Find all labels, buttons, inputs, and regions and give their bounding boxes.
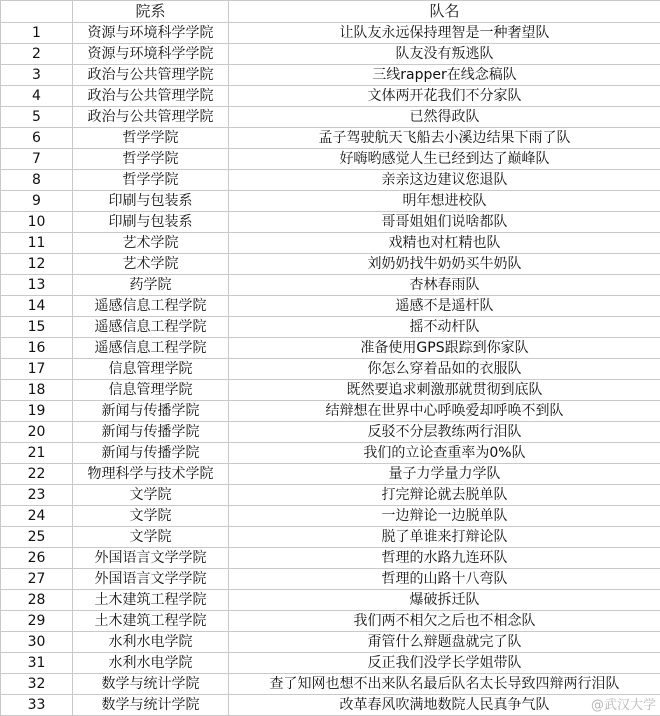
department-cell[interactable]: 新闻与传播学院 [73, 401, 229, 422]
header-dept[interactable]: 院系 [73, 1, 229, 23]
row-number-cell[interactable]: 25 [1, 527, 73, 548]
table-row [1, 233, 660, 254]
table-row [1, 632, 660, 653]
team-name-cell[interactable]: 你怎么穿着品如的衣服队 [229, 359, 660, 380]
row-number-cell[interactable]: 27 [1, 569, 73, 590]
department-cell[interactable]: 文学院 [73, 485, 229, 506]
header-num[interactable] [1, 1, 73, 23]
team-name-cell[interactable]: 摇不动杆队 [229, 317, 660, 338]
table-row [1, 65, 660, 86]
row-number-cell[interactable]: 10 [1, 212, 73, 233]
row-number-cell[interactable]: 29 [1, 611, 73, 632]
row-number-cell[interactable]: 11 [1, 233, 73, 254]
row-number-cell[interactable]: 23 [1, 485, 73, 506]
department-cell[interactable]: 信息管理学院 [73, 380, 229, 401]
table-row [1, 527, 660, 548]
department-cell[interactable]: 新闻与传播学院 [73, 422, 229, 443]
table-row [1, 590, 660, 611]
department-cell[interactable]: 哲学学院 [73, 149, 229, 170]
row-number-cell[interactable]: 19 [1, 401, 73, 422]
table-row [1, 485, 660, 506]
row-number-cell[interactable]: 18 [1, 380, 73, 401]
team-name-cell[interactable]: 杏林春雨队 [229, 275, 660, 296]
team-name-cell[interactable]: 查了知网也想不出来队名最后队名太长导致四辩两行泪队 [229, 674, 660, 695]
header-row [1, 1, 660, 23]
table-row [1, 86, 660, 107]
department-cell[interactable]: 哲学学院 [73, 128, 229, 149]
team-name-cell[interactable]: 让队友永远保持理智是一种奢望队 [229, 23, 660, 44]
table-row [1, 317, 660, 338]
table-row [1, 506, 660, 527]
row-number-cell[interactable]: 13 [1, 275, 73, 296]
department-cell[interactable]: 土木建筑工程学院 [73, 611, 229, 632]
department-cell[interactable]: 印刷与包装系 [73, 212, 229, 233]
team-name-cell[interactable]: 刘奶奶找牛奶奶买牛奶队 [229, 254, 660, 275]
row-number-cell[interactable]: 9 [1, 191, 73, 212]
team-name-cell[interactable]: 文体两开花我们不分家队 [229, 86, 660, 107]
department-cell[interactable]: 哲学学院 [73, 170, 229, 191]
department-cell[interactable]: 数学与统计学院 [73, 674, 229, 695]
table-row [1, 443, 660, 464]
table-row [1, 23, 660, 44]
department-cell[interactable]: 物理科学与技术学院 [73, 464, 229, 485]
team-name-cell[interactable]: 脱了单谁来打辩论队 [229, 527, 660, 548]
row-number-cell[interactable]: 2 [1, 44, 73, 65]
row-number-cell[interactable]: 26 [1, 548, 73, 569]
team-name-cell[interactable]: 队友没有叛逃队 [229, 44, 660, 65]
table-row [1, 128, 660, 149]
team-name-cell[interactable]: 爆破拆迁队 [229, 590, 660, 611]
row-number-cell[interactable]: 4 [1, 86, 73, 107]
row-number-cell[interactable]: 33 [1, 695, 73, 716]
table-row [1, 275, 660, 296]
table-row [1, 464, 660, 485]
team-name-cell[interactable]: 哲理的山路十八弯队 [229, 569, 660, 590]
department-cell[interactable]: 外国语言文学学院 [73, 569, 229, 590]
row-number-cell[interactable]: 3 [1, 65, 73, 86]
table-row [1, 548, 660, 569]
department-cell[interactable]: 外国语言文学学院 [73, 548, 229, 569]
row-number-cell[interactable]: 6 [1, 128, 73, 149]
team-name-cell[interactable]: 改革春风吹满地数院人民真争气队 [229, 695, 660, 716]
team-name-cell[interactable]: 亲亲这边建议您退队 [229, 170, 660, 191]
table-row [1, 611, 660, 632]
department-cell[interactable]: 政治与公共管理学院 [73, 65, 229, 86]
row-number-cell[interactable]: 15 [1, 317, 73, 338]
row-number-cell[interactable]: 1 [1, 23, 73, 44]
department-cell[interactable]: 资源与环境科学学院 [73, 23, 229, 44]
team-name-cell[interactable]: 既然要追求刺激那就贯彻到底队 [229, 380, 660, 401]
row-number-cell[interactable]: 8 [1, 170, 73, 191]
watermark: @武汉大学 [591, 694, 656, 713]
table-row [1, 338, 660, 359]
table-row [1, 296, 660, 317]
team-name-cell[interactable]: 反驳不分层教练两行泪队 [229, 422, 660, 443]
row-number-cell[interactable]: 12 [1, 254, 73, 275]
team-name-cell[interactable]: 三线rapper在线念稿队 [229, 65, 660, 86]
team-name-cell[interactable]: 我们的立论查重率为0%队 [229, 443, 660, 464]
department-cell[interactable]: 水利水电学院 [73, 632, 229, 653]
table-row [1, 107, 660, 128]
table-row [1, 674, 660, 695]
table-row [1, 380, 660, 401]
team-name-cell[interactable]: 遥感不是遥杆队 [229, 296, 660, 317]
department-cell[interactable]: 遥感信息工程学院 [73, 317, 229, 338]
department-cell[interactable]: 资源与环境科学学院 [73, 44, 229, 65]
department-cell[interactable]: 遥感信息工程学院 [73, 338, 229, 359]
department-cell[interactable]: 信息管理学院 [73, 359, 229, 380]
team-name-cell[interactable]: 打完辩论就去脱单队 [229, 485, 660, 506]
table-row [1, 149, 660, 170]
team-name-cell[interactable]: 结辩想在世界中心呼唤爱却呼唤不到队 [229, 401, 660, 422]
department-cell[interactable]: 遥感信息工程学院 [73, 296, 229, 317]
row-number-cell[interactable]: 28 [1, 590, 73, 611]
table-row [1, 653, 660, 674]
department-cell[interactable]: 印刷与包装系 [73, 191, 229, 212]
team-name-cell[interactable]: 明年想进校队 [229, 191, 660, 212]
table-row [1, 170, 660, 191]
team-name-cell[interactable]: 甭管什么辩题盘就完了队 [229, 632, 660, 653]
team-name-cell[interactable]: 已然得政队 [229, 107, 660, 128]
department-cell[interactable]: 数学与统计学院 [73, 695, 229, 716]
row-number-cell[interactable]: 17 [1, 359, 73, 380]
team-name-cell[interactable]: 孟子驾驶航天飞船去小溪边结果下雨了队 [229, 128, 660, 149]
team-name-cell[interactable]: 一边辩论一边脱单队 [229, 506, 660, 527]
row-number-cell[interactable]: 14 [1, 296, 73, 317]
department-cell[interactable]: 政治与公共管理学院 [73, 86, 229, 107]
team-name-cell[interactable]: 量子力学量力学队 [229, 464, 660, 485]
team-name-cell[interactable]: 我们两不相欠之后也不相念队 [229, 611, 660, 632]
row-number-cell[interactable]: 22 [1, 464, 73, 485]
table-row [1, 191, 660, 212]
department-cell[interactable]: 文学院 [73, 506, 229, 527]
row-number-cell[interactable]: 24 [1, 506, 73, 527]
department-cell[interactable]: 土木建筑工程学院 [73, 590, 229, 611]
row-number-cell[interactable]: 30 [1, 632, 73, 653]
table-row [1, 44, 660, 65]
table-row [1, 401, 660, 422]
department-cell[interactable]: 艺术学院 [73, 233, 229, 254]
department-cell[interactable]: 药学院 [73, 275, 229, 296]
department-cell[interactable]: 水利水电学院 [73, 653, 229, 674]
team-name-cell[interactable]: 戏精也对杠精也队 [229, 233, 660, 254]
department-cell[interactable]: 艺术学院 [73, 254, 229, 275]
table-row [1, 569, 660, 590]
row-number-cell[interactable]: 5 [1, 107, 73, 128]
table-body [1, 23, 660, 716]
table-row [1, 422, 660, 443]
table-row [1, 212, 660, 233]
team-name-cell[interactable]: 好嗨哟感觉人生已经到达了巅峰队 [229, 149, 660, 170]
table-row [1, 695, 660, 716]
department-cell[interactable]: 新闻与传播学院 [73, 443, 229, 464]
team-name-cell[interactable]: 哲理的水路九连环队 [229, 548, 660, 569]
row-number-cell[interactable]: 31 [1, 653, 73, 674]
team-name-cell[interactable]: 哥哥姐姐们说啥都队 [229, 212, 660, 233]
department-cell[interactable]: 政治与公共管理学院 [73, 107, 229, 128]
team-name-cell[interactable]: 反正我们没学长学姐带队 [229, 653, 660, 674]
table-row [1, 359, 660, 380]
row-number-cell[interactable]: 20 [1, 422, 73, 443]
row-number-cell[interactable]: 21 [1, 443, 73, 464]
row-number-cell[interactable]: 32 [1, 674, 73, 695]
department-cell[interactable]: 文学院 [73, 527, 229, 548]
table-row [1, 254, 660, 275]
header-team[interactable]: 队名 [229, 1, 660, 23]
team-name-cell[interactable]: 准备使用GPS跟踪到你家队 [229, 338, 660, 359]
row-number-cell[interactable]: 7 [1, 149, 73, 170]
row-number-cell[interactable]: 16 [1, 338, 73, 359]
